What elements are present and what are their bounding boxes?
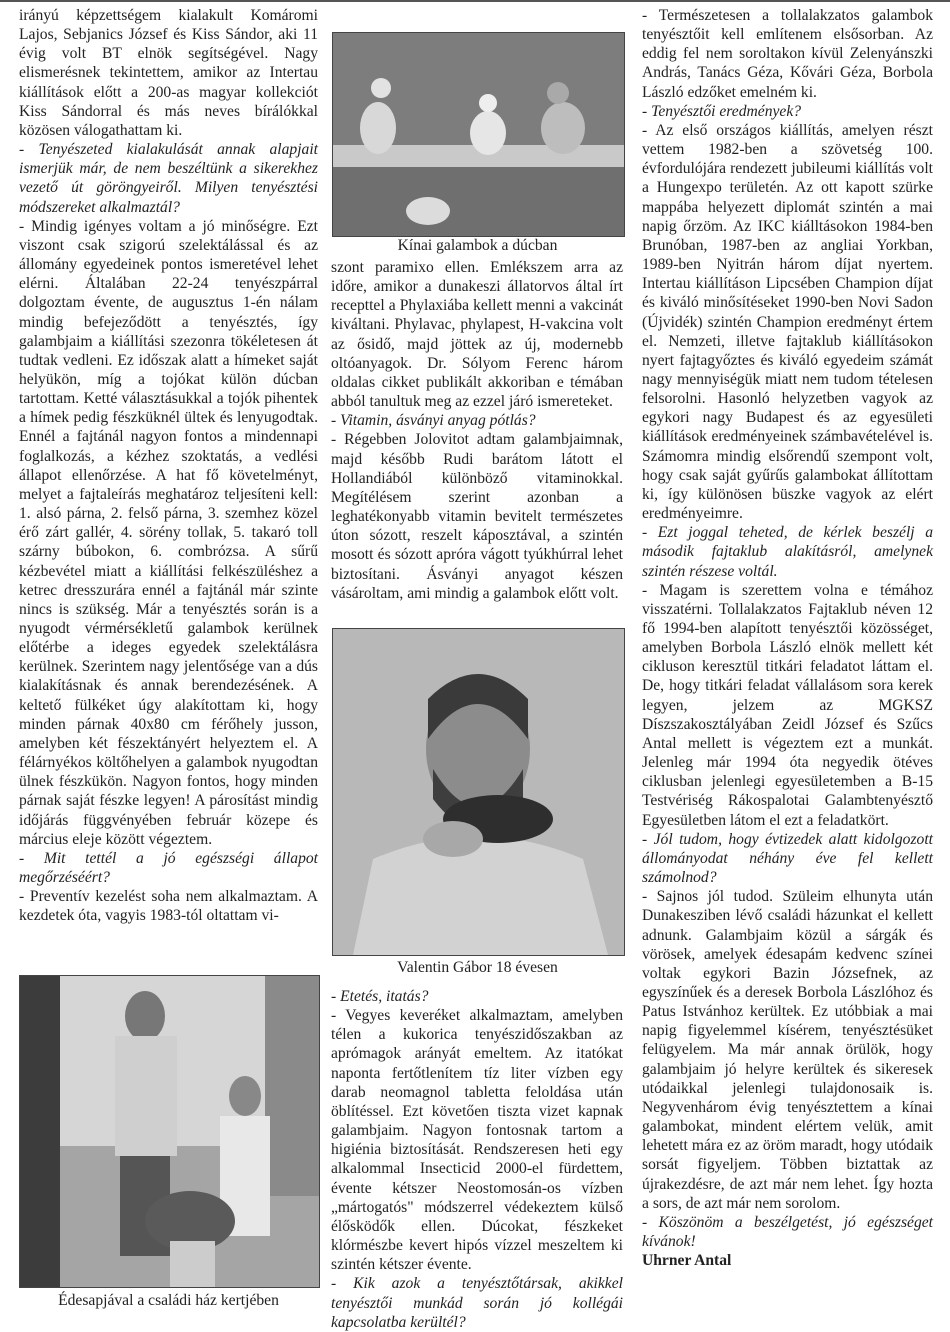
author-signature: Uhrner Antal [642,1252,732,1270]
portrait-photo [332,628,625,956]
column-2 [331,258,623,603]
interview-question: - Kik azok a tenyésztőtársak, akikkel tenyésztői munkád során jó kollégái kapcsolatba kerültél? [331,1275,623,1331]
paragraph: - Preventív kezelést soha nem alkalmaztam. A kezdetek óta, vagyis 1983-tól oltattam vi- [19,888,318,925]
column-3 [642,6,933,1270]
photo-caption: Édesapjával a családi ház kertjében [58,1292,279,1309]
garden-photo [19,975,320,1288]
interview-question: - Jól tudom, hogy évtizedek alatt kidolgozott állományodat néhány éve fel kellett számolnod? [642,830,933,887]
paragraph: - Az első országos kiállítás, amelyen részt vettem 1982-ben a szövetség 100. évfordulójára rendezett jubileumi kiállítás volt a Hungexpo területén. Az ott kapott szürke mappába helyezett diplomát szintén a mai napig őrzöm. Az IKC kiálltásokon 1984-ben Brunóban, 1987-ben az angliai Yorkban, 1989-ben Nyitrán három díjat nyertem. Intertau kiállításon Lipcsében Champion díjat és kiváló minősítéseket 1990-ben Novi Sadon (Újvidék) szintén Champion eredményt értem el. Nemzeti, illetve fajtaklub kiállításokon nyert fajtagyőztes és kiváló egyedeim számát nagy mennyiségük miatt nem tudom tételesen felsorolni. Hasonló helyzetben vagyok az egykori nagy Budapest és az egyesületi kiállítások eredményeinek számbavételével is. Számomra mindig elsőrendű szempont volt, hogy csak saját gyűrűs galambokat állítottam ki, így különösen büszke vagyok az elért eredményeimre. [642,121,933,523]
column-2-continued [331,987,623,1332]
pigeons-photo [332,32,625,237]
column-1 [19,6,318,926]
interview-question: - Köszönöm a beszélgetést, jó egészséget kívánok! [642,1213,933,1250]
interview-question: - Vitamin, ásványi anyag pótlás? [331,412,536,430]
photo-caption: Kínai galambok a dúcban [397,237,558,254]
interview-question: - Etetés, itatás? [331,988,429,1005]
interview-question: - Mit tettél a jó egészségi állapot megőrzéséért? [19,849,318,887]
interview-question: - Ezt joggal teheted, de kérlek beszélj a második fajtaklub alakításról, amelynek szintén részese voltál. [642,524,933,580]
paragraph: - Régebben Jolovitot adtam galambjaimnak, majd később Rudi barátom látott el Hollandiából különböző vitaminokkal. Megítélésem szerint azonban a leghatékonyabb vitamin bevitelt természetes úton sózott, reszelt káposztával, a szintén mosott és sózott apróra vágott tyúkhúrral lehet biztosítani. Ásványi anyagot készen vásároltam, ami mindig a galambok előtt volt. [331,431,623,602]
top-rule [0,0,950,2]
paragraph: - Sajnos jól tudod. Szüleim elhunyta után Dunakesziben lévő családi házunkat el kellett adnunk. Galambjaim közül a sárgák és vörösek, amelyek édesapám kedvenc színei voltak egykori Bazin Józsefnek, az egyszínűek és a deresek Borbola Lászlóhoz és Patus Istvánhoz kerültek. Ez utóbbiak a mai napig figyelemmel kísérem, tenyésztésüket felügyelem. Ma már annak örülök, hogy galambjaim jó helyre kerültek és sikeresek utódaikkal jelenlegi tulajdonosaik is. Negyvenhárom évig tenyésztettem a kínai galambokat, mindent elértem velük, amit lehetett mára ez az öröm maradt, hogy utódaik sorsát figyeljem. Többen biztattak az újrakezdésre, de azt már nem lehet. Így hozta a sors, de azt már nem sorolom. [642,888,933,1212]
paragraph: - Természetesen a tollalakzatos galambok tenyésztőit kell említenem elsősorban. Az eddig fel nem soroltakon kívül Zelenyánszki András, Tanács Géza, Kővári Géza, Borbola László edzőket emelném ki. [642,7,933,101]
paragraph: irányú képzettségem kialakult Komáromi Lajos, Sebjanics József és Kiss Sándor, aki 11 évig volt BT elnök segítségével. Nagy elismerésnek tekintettem, amikor az Intertau kiállítások előtt a 200-as magyar kollekciót Kiss Sándorral és más neves bírálókkal közösen válogathattam ki. [19,7,318,139]
interview-question: - Tenyésztői eredmények? [642,102,802,120]
paragraph: - Vegyes keveréket alkalmaztam, amelyben télen a kukorica tenyészidőszakban az aprómagok arányát emeltem. Az itatókat naponta fertőtlenítem tíz liter vízben egy darab neomagnol tabletta feloldása után öblítéssel. Ezt követően tiszta vizet kapnak galambjaim. Nagyon fontosnak tartom a higiénia biztosítását. Rendszeresen heti egy alkalommal Insecticid 2000-el fürdettem, évente kétszer Neostomosán-os vízben „mártogatós" módszerrel védekeztem külső élősködők ellen. Dúcokat, fészkeket klórmészbe kevert hipós vízzel meszeltem ki szintén kétszer évente. [331,1007,623,1274]
paragraph: - Mindig igényes voltam a jó minőségre. Ezt viszont csak szigorú szelektálással és az állomány egyedeinek pontos ismeretével lehet elérni. Általában 22-24 tenyészpárral dolgoztam évente, de augusztus 1-én nálam mindig befejeződött a tenyésztés, így galambjaim a kiállítási szezonra tökéletesen át tudtak vedleni. Ez időszak alatt a hímeket saját helyükön, míg a tojókat külön dúcban tartottam. Ketté választásukkal a tojók pihentek a hímek pedig fészküknél ültek és lenyugodtak. Ennél a fajtánál nagyon fontos a mindennapi foglalkozás, a kézhez szoktatás, a vedlési állapot ellenőrzése. A hat fő követelményt, melyet a fajtaleírás meghatároz teljesíteni kell: 1. alsó párna, 2. felső párna, 3. szemhez közel érő zárt gallér, 4. sörény tollak, 5. takaró toll szárny búbokon, 6. combrózsa. A sűrű kézbevétel miatt a kiállítási felkészüléshez a ketrec dresszurára ennél a fajtánál már szinte nincs is szükség. Már a tenyésztés során is a nyugodt vérmérsékletű galambok kerülnek előtérbe a ideges egyedek szelektálásra kerülnek. Szerintem nagy jelentősége van a dús kialakításnak és annak berendezésének. A keltető fülkéket úgy alakítottam ki, hogy minden párnak 40x80 cm férőhely jusson, amelyben két fészektányért helyeztem el. A félárnyékos költőhelyen a galambok nyugodtan ülnek fészkükön. Nagyon fontos, hogy minden párnak saját fészke legyen! A párosítást mindig időjárás függvényében február közepe és március eleje között végeztem. [19,217,318,848]
paragraph: szont paramixo ellen. Emlékszem arra az időre, amikor a dunakeszi állatorvos által írt recepttel a Phylaxiába kellett menni a vakcinát kiváltani. Phylavac, phylapest, H-vakcina volt az ősidő, majd jöttek az új, modernebb oltóanyagok. Dr. Sólyom Ferenc három oldalas cikket publikált akkoriban e témában abból tanultuk meg az ezzel járó ismereteket. [331,259,623,411]
paragraph: - Magam is szerettem volna e témához visszatérni. Tollalakzatos Fajtaklub néven 12 fő 1994-ben alapított tenyésztői közösséget, amelyben Borbola László elnök mellett két cikluson keresztül titkári feladatot láttam el. De, hogy titkári feladat vállalásom sora kerek legyen, jelzem az MGKSZ Díszszakosztályában Zeidl József és Szűcs Antal mellett is végeztem ezt a munkát. Jelenleg már 1994 óta negyedik ötéves ciklusban jelenlegi egyesületemben a B-15 Testvériség Rákospalotai Galambtenyésztő Egyesületben látom el ezt a feladatkört. [642,581,933,829]
interview-question: - Tenyészeted kialakulását annak alapjait ismerjük már, de nem beszéltünk a sikerekhez vezető út göröngyeiről. Milyen tenyésztési módszereket alkalmaztál? [19,141,318,216]
photo-caption: Valentin Gábor 18 évesen [397,959,558,976]
